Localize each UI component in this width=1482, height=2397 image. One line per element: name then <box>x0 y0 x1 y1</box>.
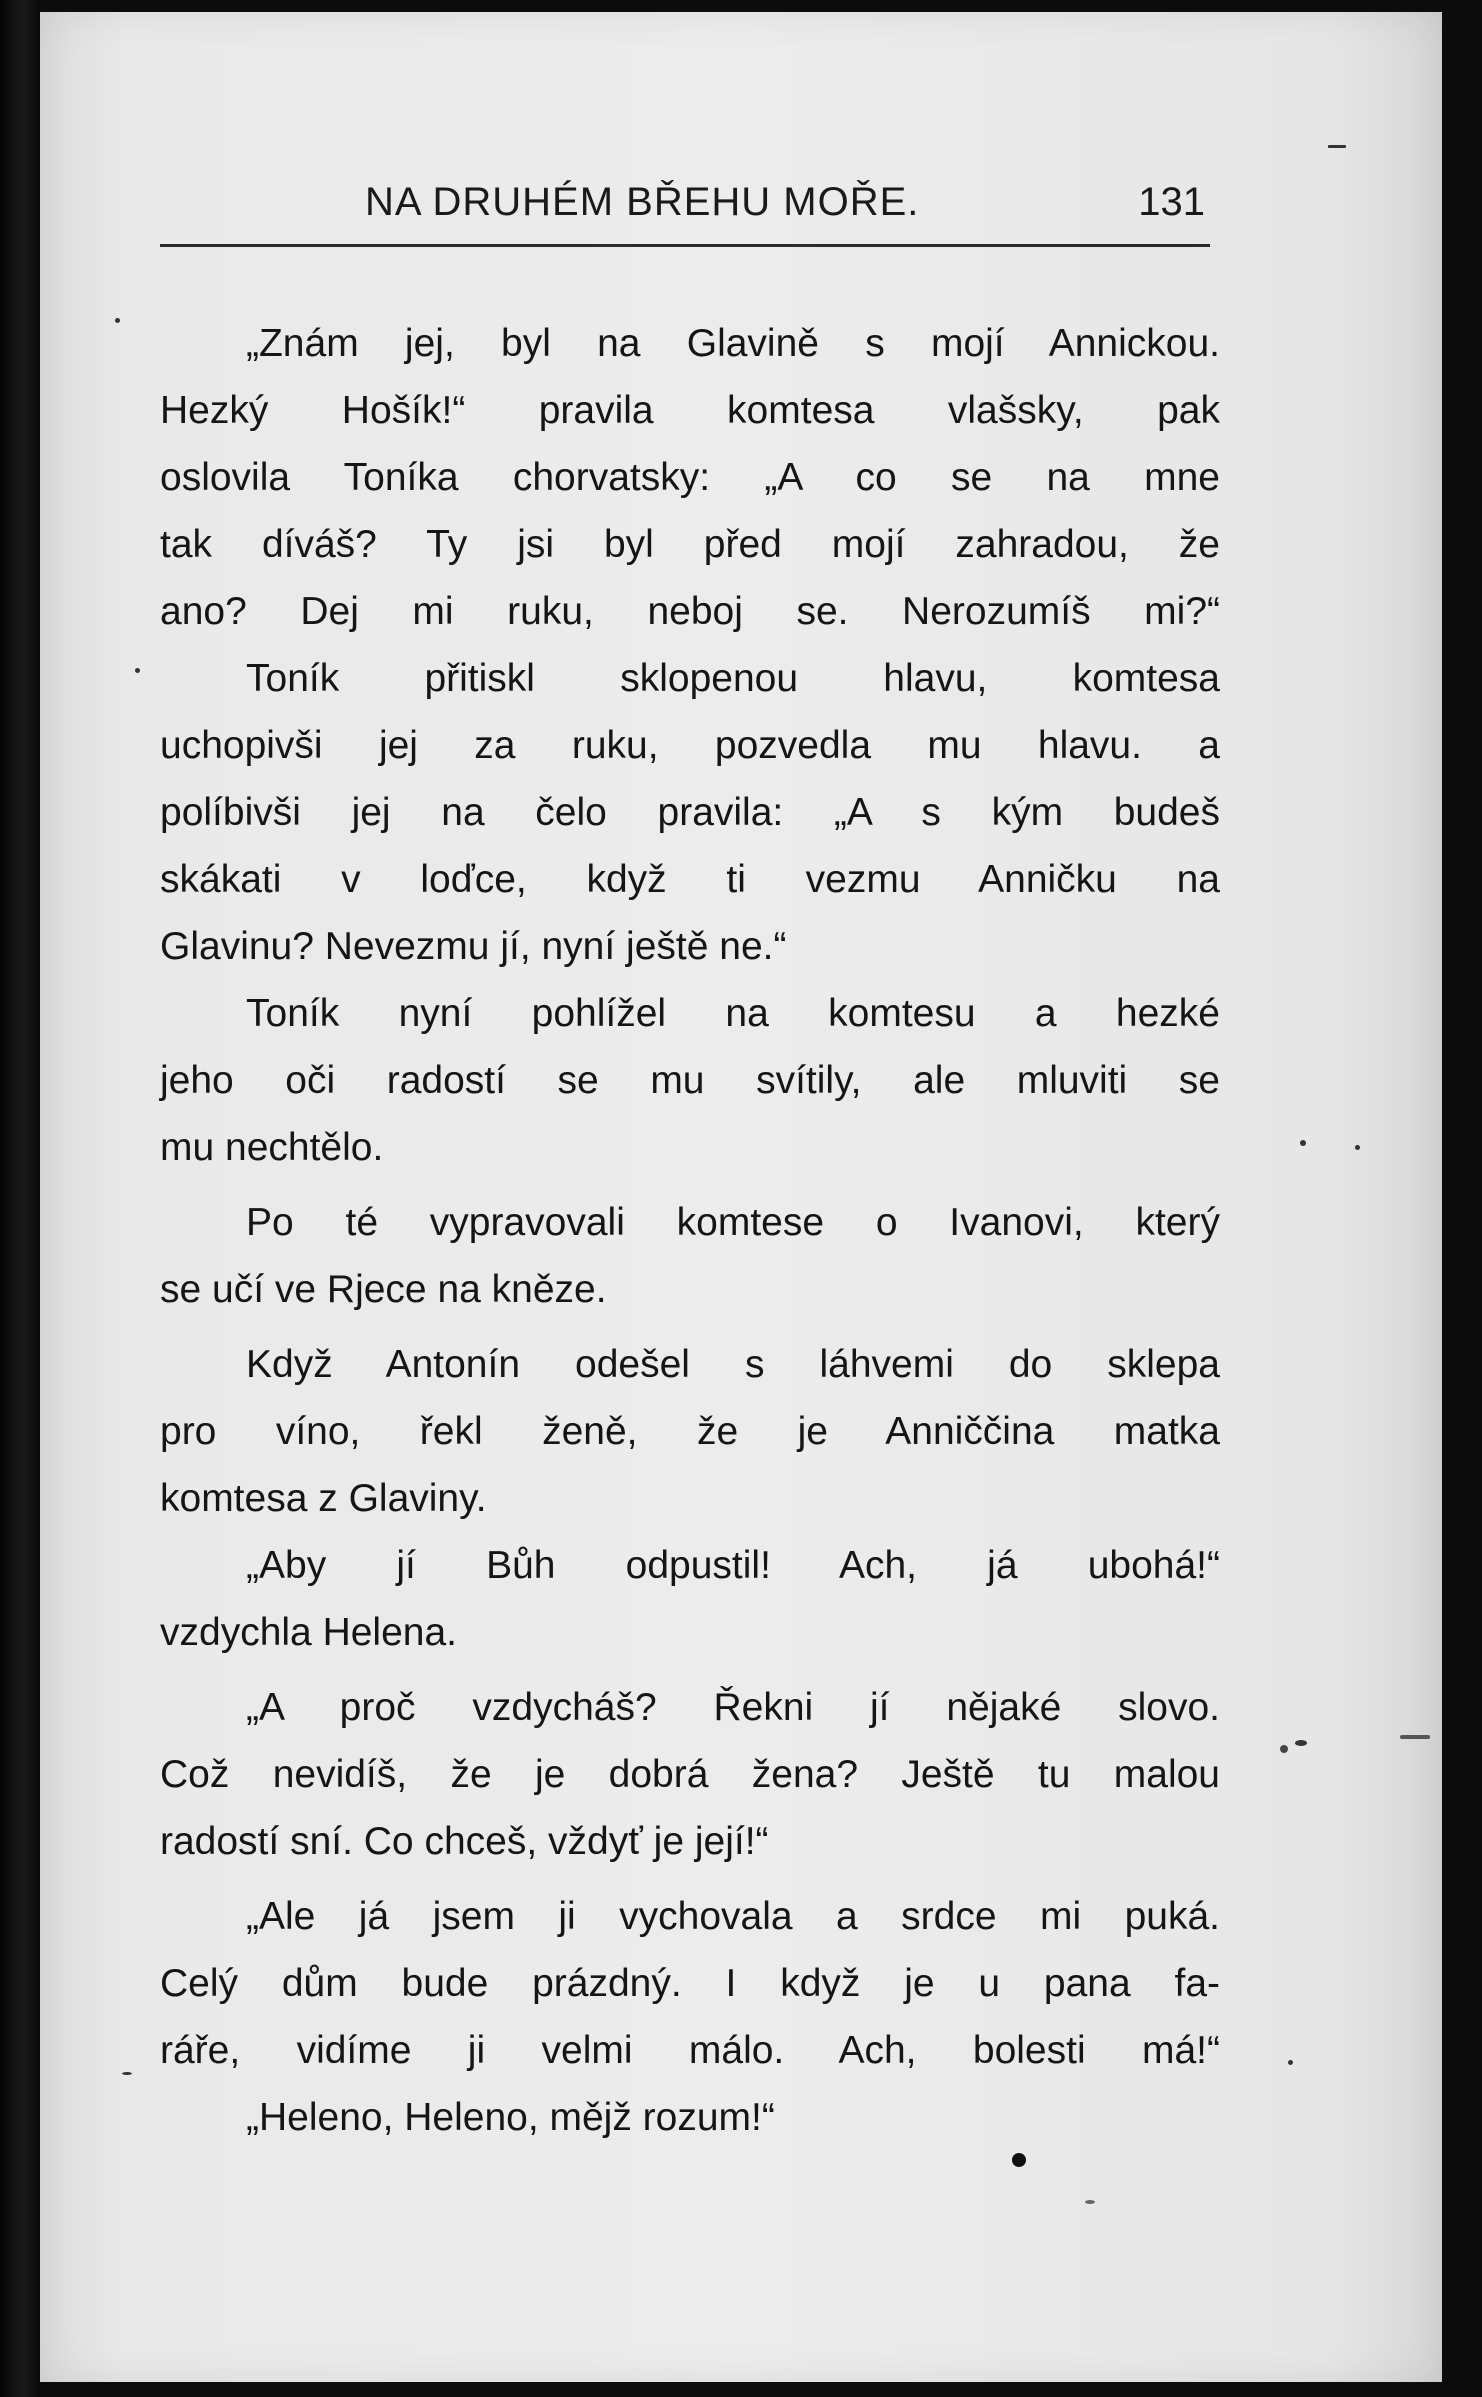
paragraph <box>160 1331 1220 1532</box>
text-line: uchopivši jej za ruku, pozvedla mu hlavu. a <box>160 724 1220 767</box>
text-line: skákati v loďce, když ti vezmu Anničku na <box>160 858 1220 901</box>
book-spine-shadow <box>0 0 40 2397</box>
paper-speck <box>1300 1140 1306 1146</box>
text-line: „Znám jej, byl na Glavině s mojí Annickou. <box>246 322 1220 365</box>
text-line: pro víno, řekl ženě, že je Anniččina matka <box>160 1410 1220 1453</box>
paper-speck <box>115 318 120 323</box>
paper-speck <box>1288 2060 1293 2065</box>
text-line: mu nechtělo. <box>160 1126 384 1169</box>
text-line: Toník nyní pohlížel na komtesu a hezké <box>246 992 1220 1035</box>
text-line: jeho oči radostí se mu svítily, ale mluviti se <box>160 1059 1220 1102</box>
paragraph <box>160 1532 1220 1666</box>
text-line: Hezký Hošík!“ pravila komtesa vlašsky, pak <box>160 389 1220 432</box>
text-line: Což nevidíš, že je dobrá žena? Ještě tu malou <box>160 1753 1220 1796</box>
paper-speck <box>135 668 140 673</box>
paper-speck <box>1328 145 1346 148</box>
paper-speck <box>1295 1740 1307 1746</box>
paper-speck <box>1012 2153 1026 2167</box>
text-line: Glavinu? Nevezmu jí, nyní ještě ne.“ <box>160 925 787 968</box>
running-head: NA DRUHÉM BŘEHU MOŘE. <box>365 180 920 224</box>
paragraph <box>160 1674 1220 1875</box>
text-line: „A proč vzdycháš? Řekni jí nějaké slovo. <box>246 1686 1220 1729</box>
header-rule <box>160 244 1210 247</box>
body-text <box>160 310 1220 2151</box>
text-line: políbivši jej na čelo pravila: „A s kým budeš <box>160 791 1220 834</box>
text-line: vzdychla Helena. <box>160 1611 457 1654</box>
paper-speck <box>1085 2200 1095 2204</box>
paragraph <box>160 2084 1220 2151</box>
text-line: radostí sní. Co chceš, vždyť je její!“ <box>160 1820 769 1863</box>
text-line: Celý dům bude prázdný. I když je u pana fa- <box>160 1962 1220 2005</box>
paper-speck <box>1355 1145 1360 1150</box>
text-line: ano? Dej mi ruku, neboj se. Nerozumíš mi?“ <box>160 590 1220 633</box>
paper-speck <box>1400 1735 1430 1739</box>
paragraph <box>160 310 1220 645</box>
text-line: se učí ve Rjece na kněze. <box>160 1268 607 1311</box>
text-line: Když Antonín odešel s láhvemi do sklepa <box>246 1343 1220 1386</box>
page-header <box>160 178 1205 226</box>
paragraph <box>160 980 1220 1181</box>
text-line: „Ale já jsem ji vychovala a srdce mi puká. <box>246 1895 1220 1938</box>
page-number: 131 <box>1138 180 1205 224</box>
text-line: tak díváš? Ty jsi byl před mojí zahradou, že <box>160 523 1220 566</box>
text-line: oslovila Toníka chorvatsky: „A co se na mne <box>160 456 1220 499</box>
paper-speck <box>122 2072 132 2075</box>
text-line: „Heleno, Heleno, mějž rozum!“ <box>246 2096 775 2139</box>
paragraph <box>160 1883 1220 2084</box>
text-line: „Aby jí Bůh odpustil! Ach, já ubohá!“ <box>246 1544 1220 1587</box>
paragraph <box>160 1189 1220 1323</box>
text-line: komtesa z Glaviny. <box>160 1477 487 1520</box>
text-line: Toník přitiskl sklopenou hlavu, komtesa <box>246 657 1220 700</box>
text-line: ráře, vidíme ji velmi málo. Ach, bolesti má!“ <box>160 2029 1220 2072</box>
paragraph <box>160 645 1220 980</box>
text-line: Po té vypravovali komtese o Ivanovi, který <box>246 1201 1220 1244</box>
paper-speck <box>1280 1745 1288 1753</box>
